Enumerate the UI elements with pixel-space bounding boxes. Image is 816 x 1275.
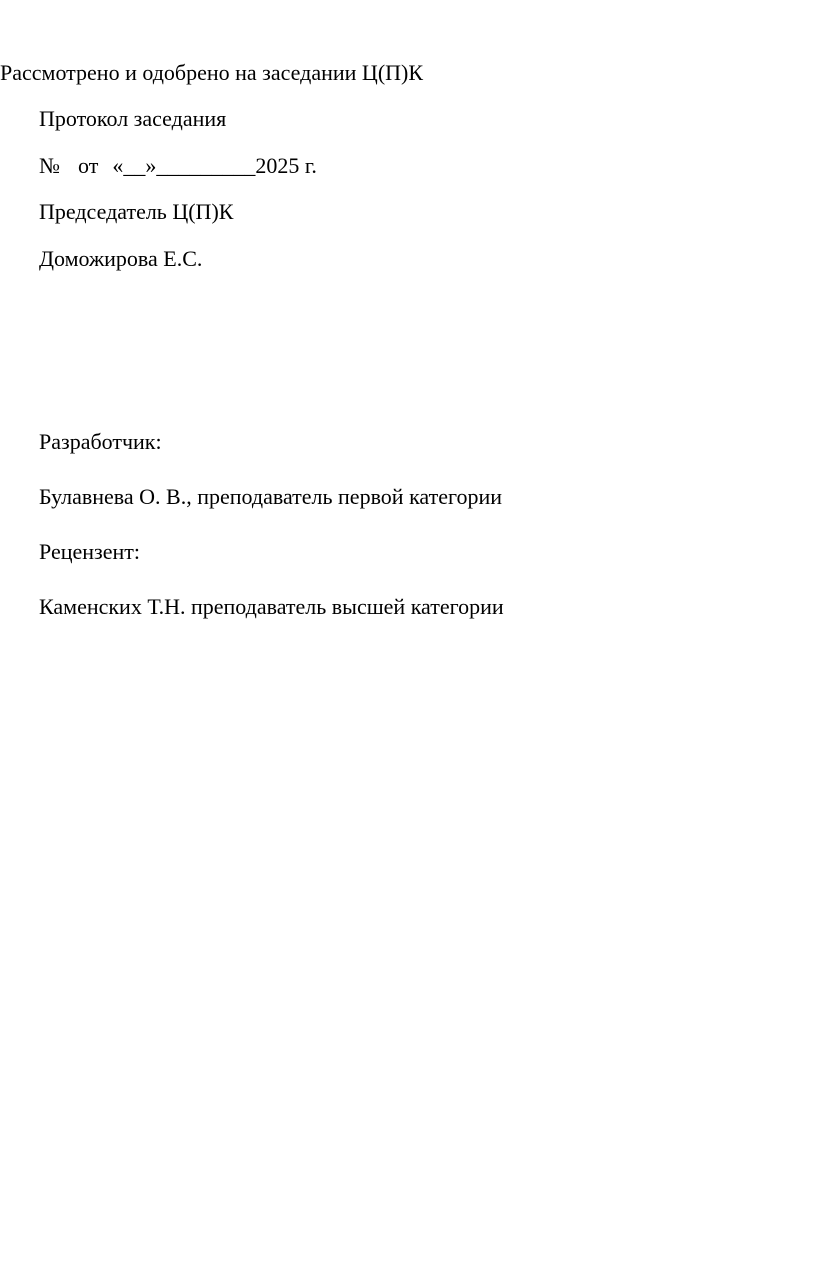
developer-name: Булавнева О. В., преподаватель первой категории: [39, 484, 503, 509]
protocol-number-line: [39, 153, 317, 179]
protocol-date-blank: «__»_________2025 г.: [112, 153, 317, 178]
protocol-from: от: [78, 153, 99, 178]
chair-name: Доможирова Е.С.: [39, 246, 203, 271]
protocol-label: Протокол заседания: [39, 106, 227, 131]
reviewer-label: Рецензент:: [39, 539, 140, 564]
approval-heading: Рассмотрено и одобрено на заседании Ц(П)К: [0, 60, 424, 85]
number-sign: №: [39, 153, 60, 178]
reviewer-name: Каменских Т.Н. преподаватель высшей категории: [39, 594, 504, 619]
developer-label: Разработчик:: [39, 429, 162, 454]
chair-label: Председатель Ц(П)К: [39, 199, 234, 224]
